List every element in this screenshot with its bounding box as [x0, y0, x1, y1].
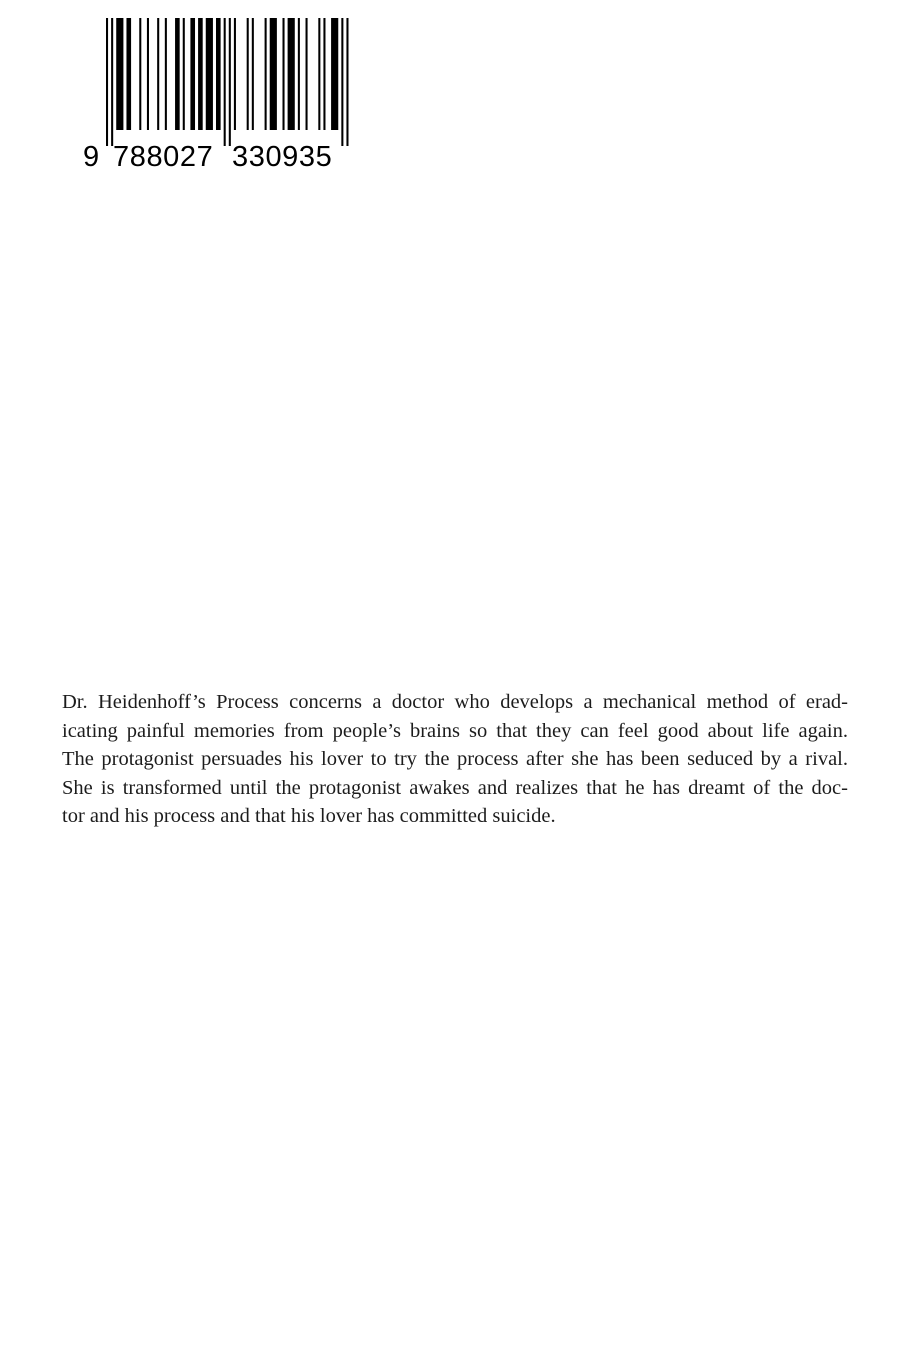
isbn-right-group: 330935 [232, 141, 333, 173]
description-line: Dr. Heidenhoff’s Process concerns a doctor who develops a mechanical method of erad- [62, 691, 848, 713]
description-line: tor and his process and that his lover has committed suicide. [62, 805, 556, 828]
description-line: She is transformed until the protagonist awakes and realizes that he has dreamt of the doc- [62, 776, 848, 799]
isbn-left-group: 788027 [113, 141, 214, 173]
description-line: The protagonist persuades his lover to try the process after she has been seduced by a rival. [62, 748, 848, 771]
isbn-first-digit: 9 [83, 141, 100, 173]
book-description [62, 688, 848, 831]
description-line: icating painful memories from people’s brains so that they can feel good about life again. [62, 719, 848, 742]
